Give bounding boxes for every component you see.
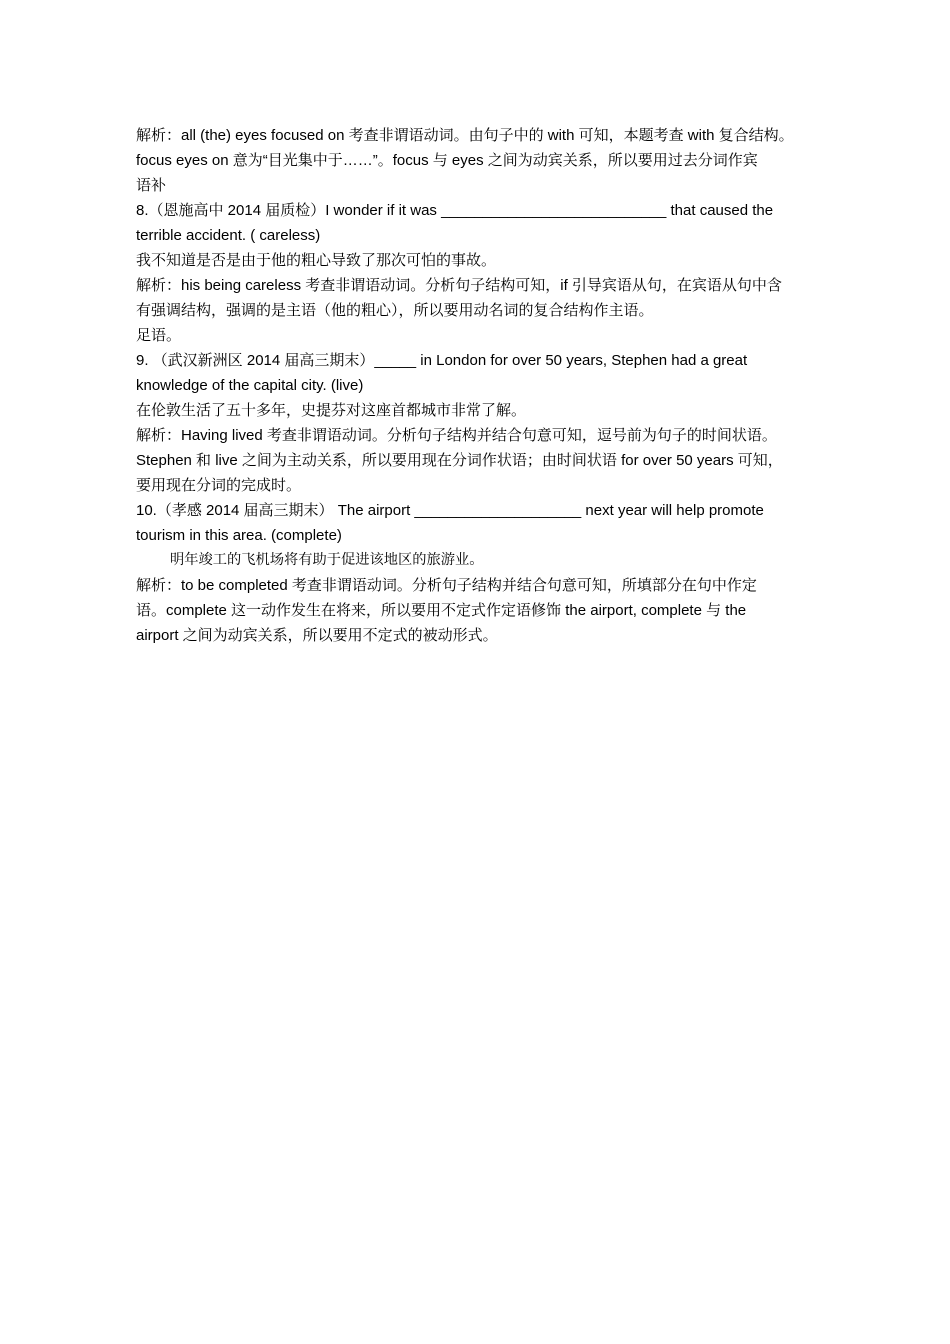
translation-q10: 明年竣工的飞机场将有助于促进该地区的旅游业。 <box>170 552 484 568</box>
question-9-line-2: knowledge of the capital city. (live) <box>136 377 364 394</box>
analysis-q9-line-3: 要用现在分词的完成时。 <box>136 477 302 494</box>
analysis-q7-line-3: 语补 <box>136 177 167 194</box>
analysis-q9-line-1: 解析：Having lived 考查非谓语动词。分析句子结构并结合句意可知，逗号前为句子的时间状语。 <box>136 427 777 444</box>
document-page <box>136 123 816 648</box>
question-8-line-2: terrible accident. ( careless) <box>136 227 321 244</box>
analysis-q8-line-1: 解析：his being careless 考查非谓语动词。分析句子结构可知，if 引导宾语从句，在宾语从句中含 <box>136 277 782 294</box>
question-10-line-1: 10.（孝感 2014 届高三期末） The airport ____________________ next year will help promote <box>136 502 764 519</box>
question-8-line-1: 8.（恩施高中 2014 届质检）I wonder if it was ___________________________ that caused the <box>136 202 774 219</box>
analysis-q10-line-3: airport 之间为动宾关系，所以要用不定式的被动形式。 <box>136 627 498 644</box>
analysis-q8-line-3: 足语。 <box>136 327 182 344</box>
analysis-q10-line-1: 解析：to be completed 考查非谓语动词。分析句子结构并结合句意可知，所填部分在句中作定 <box>136 577 757 594</box>
question-9-line-1: 9. （武汉新洲区 2014 届高三期末）_____ in London for over 50 years, Stephen had a great <box>136 352 748 369</box>
analysis-q9-line-2: Stephen 和 live 之间为主动关系，所以要用现在分词作状语；由时间状语 for over 50 years 可知， <box>136 452 783 469</box>
analysis-q10-line-2: 语。complete 这一动作发生在将来，所以要用不定式作定语修饰 the airport, complete 与 the <box>136 602 747 619</box>
analysis-q8-line-2: 有强调结构，强调的是主语（他的粗心），所以要用动名词的复合结构作主语。 <box>136 302 654 319</box>
analysis-q7-line-1: 解析：all (the) eyes focused on 考查非谓语动词。由句子中的 with 可知，本题考查 with 复合结构。 <box>136 127 794 144</box>
translation-q8: 我不知道是否是由于他的粗心导致了那次可怕的事故。 <box>136 252 497 269</box>
question-10-line-2: tourism in this area. (complete) <box>136 527 342 544</box>
translation-q9: 在伦敦生活了五十多年，史提芬对这座首都城市非常了解。 <box>136 402 527 419</box>
analysis-q7-line-2: focus eyes on 意为“目光集中于……”。focus 与 eyes 之间为动宾关系，所以要用过去分词作宾 <box>136 152 758 169</box>
